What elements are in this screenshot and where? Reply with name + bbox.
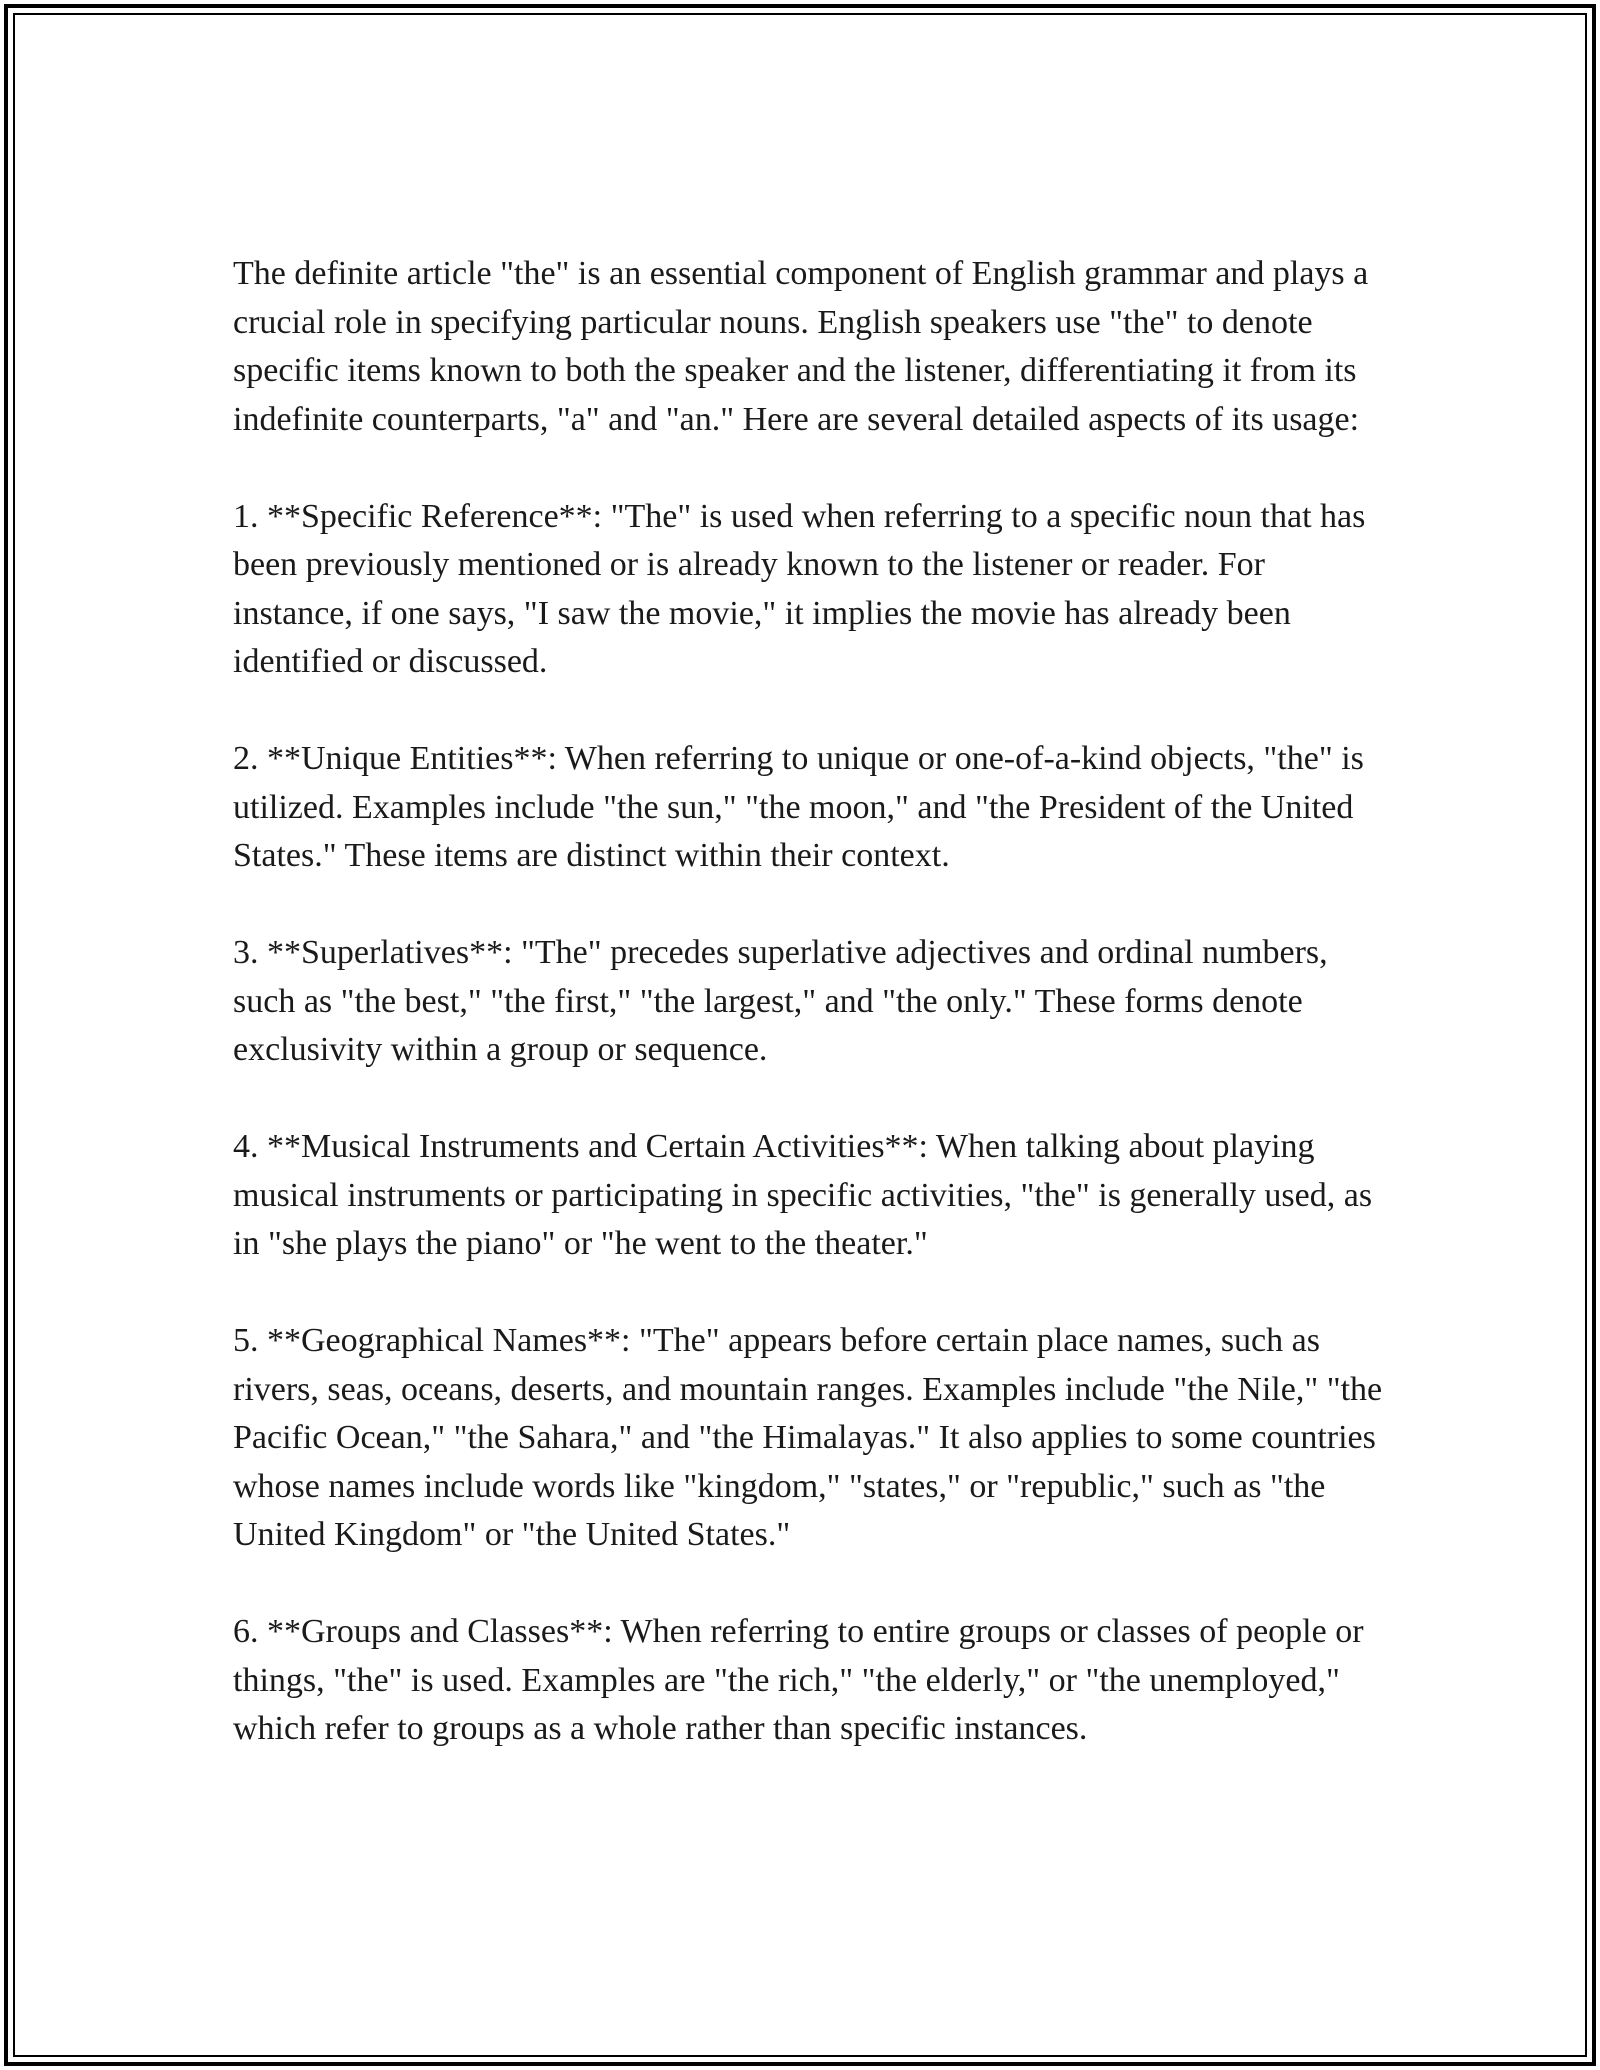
list-item-groups-and-classes: 6. **Groups and Classes**: When referring to entire groups or classes of people or things, "the" is used. Examples are "the rich," "the elderly," or "the unemployed," which refer to groups as a whole rather than specific instances. <box>233 1613 1364 1747</box>
document-body <box>233 250 1383 1754</box>
list-item-specific-reference: 1. **Specific Reference**: "The" is used when referring to a specific noun that has been previously mentioned or is already known to the listener or reader. For instance, if one says, "I saw the movie," it implies the movie has already been identified or discussed. <box>233 497 1366 680</box>
list-item-musical-instruments: 4. **Musical Instruments and Certain Activities**: When talking about playing musical instruments or participating in specific activities, "the" is generally used, as in "she plays the piano" or "he went to the theater." <box>233 1128 1373 1262</box>
list-item-geographical-names: 5. **Geographical Names**: "The" appears before certain place names, such as rivers, seas, oceans, deserts, and mountain ranges. Examples include "the Nile," "the Pacific Ocean," "the Sahara," and "the Himalayas." It also applies to some countries whose names include words like "kingdom," "states," or "republic," such as "the United Kingdom" or "the United States." <box>233 1322 1383 1553</box>
list-item-superlatives: 3. **Superlatives**: "The" precedes superlative adjectives and ordinal numbers, such as "the best," "the first," "the largest," and "the only." These forms denote exclusivity within a group or sequence. <box>233 934 1328 1068</box>
list-item-unique-entities: 2. **Unique Entities**: When referring to unique or one-of-a-kind objects, "the" is utilized. Examples include "the sun," "the moon," and "the President of the United States." These items are distinct within their context. <box>233 740 1364 874</box>
intro-paragraph: The definite article "the" is an essential component of English grammar and plays a crucial role in specifying particular nouns. English speakers use "the" to denote specific items known to both the speaker and the listener, differentiating it from its indefinite counterparts, "a" and "an." Here are several detailed aspects of its usage: <box>233 255 1369 438</box>
